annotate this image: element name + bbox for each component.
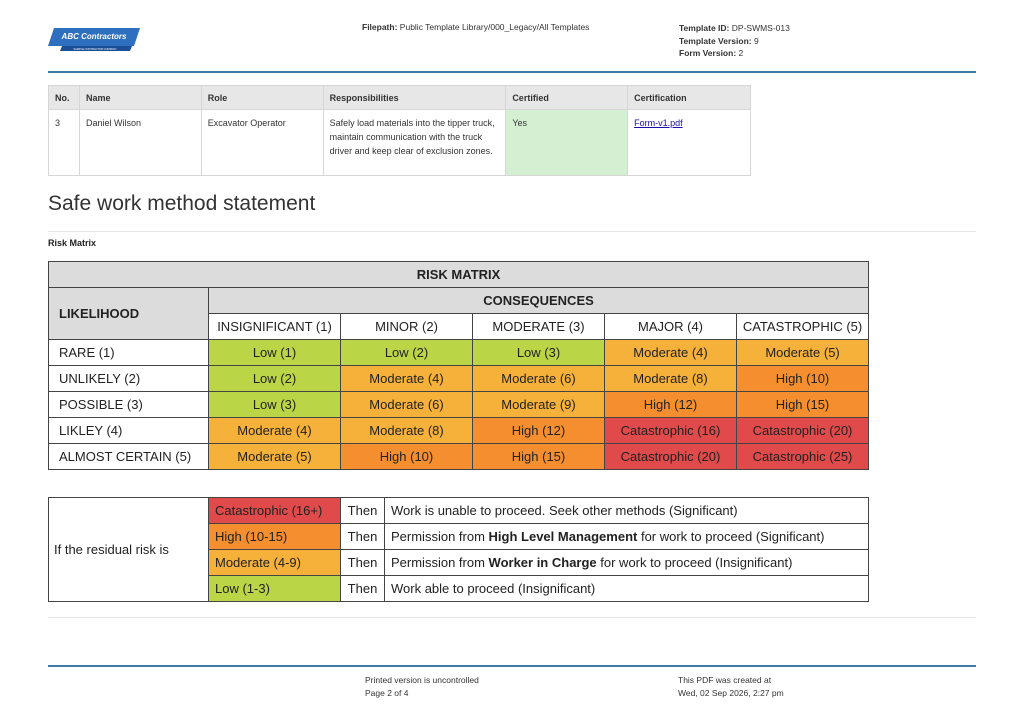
action-authority: High Level Management <box>488 529 638 544</box>
staff-table-header <box>49 86 751 110</box>
risk-cell: Moderate (4) <box>209 418 341 444</box>
section-divider <box>48 231 976 232</box>
action-text: Permission from <box>391 529 489 544</box>
residual-action <box>385 524 869 550</box>
cell-role: Excavator Operator <box>201 110 323 176</box>
table-row <box>49 110 751 176</box>
created-value: Wed, 02 Sep 2026, 2:27 pm <box>678 688 784 698</box>
risk-cell: High (12) <box>473 418 605 444</box>
action-text-end: for work to proceed (Insignificant) <box>596 555 793 570</box>
risk-cell: Catastrophic (25) <box>737 444 869 470</box>
risk-cell: Moderate (8) <box>341 418 473 444</box>
form-version-value: 2 <box>738 48 744 58</box>
action-text-end: for work to proceed (Significant) <box>637 529 825 544</box>
risk-cell: Low (3) <box>473 340 605 366</box>
risk-cell: Moderate (4) <box>341 366 473 392</box>
company-logo <box>48 26 140 52</box>
residual-action <box>385 550 869 576</box>
col-name: Name <box>79 86 201 110</box>
section-title: Safe work method statement <box>48 192 316 215</box>
certification-link[interactable]: Form-v1.pdf <box>634 118 683 128</box>
cell-certified: Yes <box>506 110 628 176</box>
cell-certification <box>628 110 751 176</box>
risk-cell: High (15) <box>473 444 605 470</box>
footer-right <box>678 674 784 700</box>
likelihood-label: RARE (1) <box>49 340 209 366</box>
template-meta <box>679 22 790 60</box>
footer-divider <box>48 665 976 667</box>
then-label: Then <box>341 524 385 550</box>
cell-no: 3 <box>49 110 80 176</box>
likelihood-label: POSSIBLE (3) <box>49 392 209 418</box>
risk-cell: Low (3) <box>209 392 341 418</box>
col-no: No. <box>49 86 80 110</box>
form-version-label: Form Version: <box>679 48 737 58</box>
risk-cell: Moderate (8) <box>605 366 737 392</box>
risk-cell: Catastrophic (16) <box>605 418 737 444</box>
staff-table <box>48 85 751 176</box>
residual-level: Moderate (4-9) <box>209 550 341 576</box>
then-label: Then <box>341 498 385 524</box>
consequence-header: MAJOR (4) <box>605 314 737 340</box>
risk-cell: Moderate (5) <box>737 340 869 366</box>
likelihood-header: LIKELIHOOD <box>49 288 209 340</box>
uncontrolled-note: Printed version is uncontrolled <box>365 675 479 685</box>
risk-cell: Low (1) <box>209 340 341 366</box>
risk-cell: Low (2) <box>209 366 341 392</box>
residual-risk-table <box>48 497 869 602</box>
risk-cell: High (10) <box>737 366 869 392</box>
risk-cell: Moderate (9) <box>473 392 605 418</box>
consequence-header: MINOR (2) <box>341 314 473 340</box>
risk-cell: Moderate (4) <box>605 340 737 366</box>
residual-level: Low (1-3) <box>209 576 341 602</box>
content-end-divider <box>48 617 976 618</box>
risk-cell: High (15) <box>737 392 869 418</box>
action-authority: Worker in Charge <box>488 555 597 570</box>
risk-matrix-title: RISK MATRIX <box>49 262 869 288</box>
logo-tagline: SAMPLE CONTRACTOR COMPANY <box>73 47 117 51</box>
residual-lead: If the residual risk is <box>49 498 209 602</box>
risk-matrix-table <box>48 261 869 470</box>
table-row <box>49 418 869 444</box>
consequence-header: MODERATE (3) <box>473 314 605 340</box>
risk-cell: Low (2) <box>341 340 473 366</box>
logo-name: ABC Contractors <box>61 32 127 41</box>
consequence-header: INSIGNIFICANT (1) <box>209 314 341 340</box>
residual-level: Catastrophic (16+) <box>209 498 341 524</box>
template-version-value: 9 <box>753 35 759 46</box>
cell-responsibilities: Safely load materials into the tipper truck, maintain communication with the truck driver and keep clear of exclusion zones. <box>323 110 506 176</box>
action-text: Permission from <box>391 555 489 570</box>
action-text: Work is unable to proceed. Seek other methods (Significant) <box>391 503 738 518</box>
then-label: Then <box>341 550 385 576</box>
table-row <box>49 498 869 524</box>
table-row <box>49 444 869 470</box>
likelihood-label: UNLIKELY (2) <box>49 366 209 392</box>
template-id-label: Template ID: <box>679 23 730 33</box>
residual-action <box>385 498 869 524</box>
risk-cell: Moderate (6) <box>341 392 473 418</box>
residual-action <box>385 576 869 602</box>
cell-name: Daniel Wilson <box>79 110 201 176</box>
then-label: Then <box>341 576 385 602</box>
col-role: Role <box>201 86 323 110</box>
likelihood-label: LIKLEY (4) <box>49 418 209 444</box>
risk-cell: Catastrophic (20) <box>605 444 737 470</box>
filepath-value: Public Template Library/000_Legacy/All Templates <box>399 22 590 32</box>
table-row <box>49 340 869 366</box>
table-row <box>49 392 869 418</box>
risk-cell: Catastrophic (20) <box>737 418 869 444</box>
col-responsibilities: Responsibilities <box>323 86 506 110</box>
footer-left <box>365 674 479 700</box>
risk-cell: Moderate (5) <box>209 444 341 470</box>
risk-matrix-label: Risk Matrix <box>48 238 97 248</box>
template-version-label: Template Version: <box>679 35 752 46</box>
page-number: Page 2 of 4 <box>365 688 409 698</box>
created-label: This PDF was created at <box>678 675 772 685</box>
consequences-header: CONSEQUENCES <box>209 288 869 314</box>
action-text: Work able to proceed (Insignificant) <box>391 581 596 596</box>
consequence-header: CATASTROPHIC (5) <box>737 314 869 340</box>
template-id-value: DP-SWMS-013 <box>731 23 790 33</box>
risk-cell: High (10) <box>341 444 473 470</box>
col-certified: Certified <box>506 86 628 110</box>
col-certification: Certification <box>628 86 751 110</box>
filepath <box>362 22 589 32</box>
likelihood-label: ALMOST CERTAIN (5) <box>49 444 209 470</box>
header-divider <box>48 71 976 73</box>
filepath-label: Filepath: <box>362 22 398 32</box>
table-row <box>49 366 869 392</box>
risk-cell: Moderate (6) <box>473 366 605 392</box>
residual-level: High (10-15) <box>209 524 341 550</box>
risk-cell: High (12) <box>605 392 737 418</box>
